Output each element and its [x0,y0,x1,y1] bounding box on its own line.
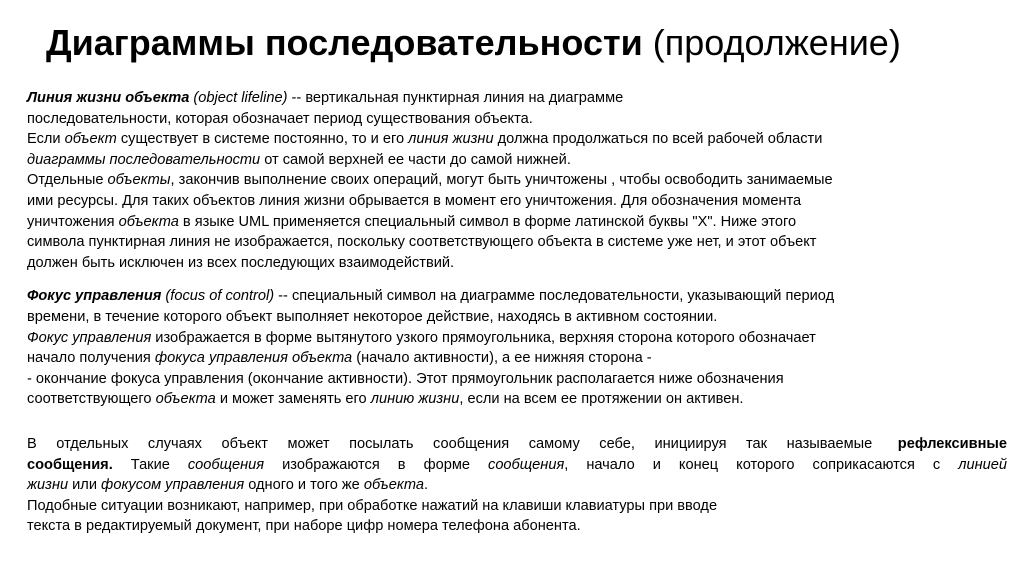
lifeline-line-8: символа пунктирная линия не изображается, поскольку соответствующего объекта в системе уже нет, и этот объект [27,234,817,251]
slide-title-suffix: (продолжение) [642,22,901,63]
lifeline-line-9: должен быть исключен из всех последующих взаимодействий. [27,254,455,271]
focus-line-6: соответствующего объекта и может заменять его линию жизни, если на всем ее протяжении он активен. [27,391,744,408]
focus-line-4: начало получения фокуса управления объекта (начало активности), а ее нижняя сторона - [27,350,652,367]
slide-body [27,88,1007,537]
lifeline-line-4: диаграммы последовательности от самой верхней ее части до самой нижней. [27,151,571,168]
paragraph-gap [27,273,1007,286]
reflexive-line-2: сообщения. Такие сообщения изображаются в форме сообщения, начало и конец которого соприкасаются с линией [27,456,1007,473]
paragraph-gap [27,410,1007,434]
slide-title-main: Диаграммы последовательности [46,22,643,63]
paragraph-focus-of-control [27,286,1007,410]
reflexive-line-5: текста в редактируемый документ, при наборе цифр номера телефона абонента. [27,518,581,535]
term-messages: сообщения [27,456,109,473]
lifeline-line-6: ими ресурсы. Для таких объектов линия жизни обрывается в момент его уничтожения. Для обозначения момента [27,192,802,209]
paragraph-reflexive-messages [27,434,1007,537]
lifeline-line-7: уничтожения объекта в языке UML применяется специальный символ в форме латинской буквы "X". Ниже этого [27,213,797,230]
term-focus-of-control: Фокус управления [27,288,162,305]
term-focus-of-control-en: (focus of control) [161,288,275,305]
lifeline-line-2: последовательности, которая обозначает период существования объекта. [27,110,533,127]
term-object-lifeline: Линия жизни объекта [27,90,190,106]
reflexive-line-1: В отдельных случаях объект может посылать сообщения самому себе, инициируя так называемые рефлексивные [27,435,1007,452]
focus-line-2: времени, в течение которого объект выполняет некоторое действие, находясь в активном состоянии. [27,308,718,325]
reflexive-line-3: жизни или фокусом управления одного и того же объекта. [27,477,429,494]
focus-line-5: - окончание фокуса управления (окончание активности). Этот прямоугольник располагается ниже обозначения [27,370,784,387]
term-reflexive: рефлексивные [897,435,1007,452]
lifeline-line-1: Линия жизни объекта (object lifeline) -- вертикальная пунктирная линия на диаграмме [27,90,624,106]
lifeline-line-3: Если объект существует в системе постоянно, то и его линия жизни должна продолжаться по всей рабочей области [27,131,823,148]
term-object-lifeline-en: (object lifeline) [189,90,288,106]
slide-title [46,20,901,66]
reflexive-line-4: Подобные ситуации возникают, например, при обработке нажатий на клавиши клавиатуры при вводе [27,497,718,514]
paragraph-object-lifeline [27,88,1007,273]
lifeline-line-5: Отдельные объекты, закончив выполнение своих операций, могут быть уничтожены , чтобы освободить занимаемые [27,172,833,189]
focus-line-3: Фокус управления изображается в форме вытянутого узкого прямоугольника, верхняя сторона которого обозначает [27,329,816,346]
focus-line-1: Фокус управления (focus of control) -- специальный символ на диаграмме последовательности, указывающий период [27,288,835,305]
